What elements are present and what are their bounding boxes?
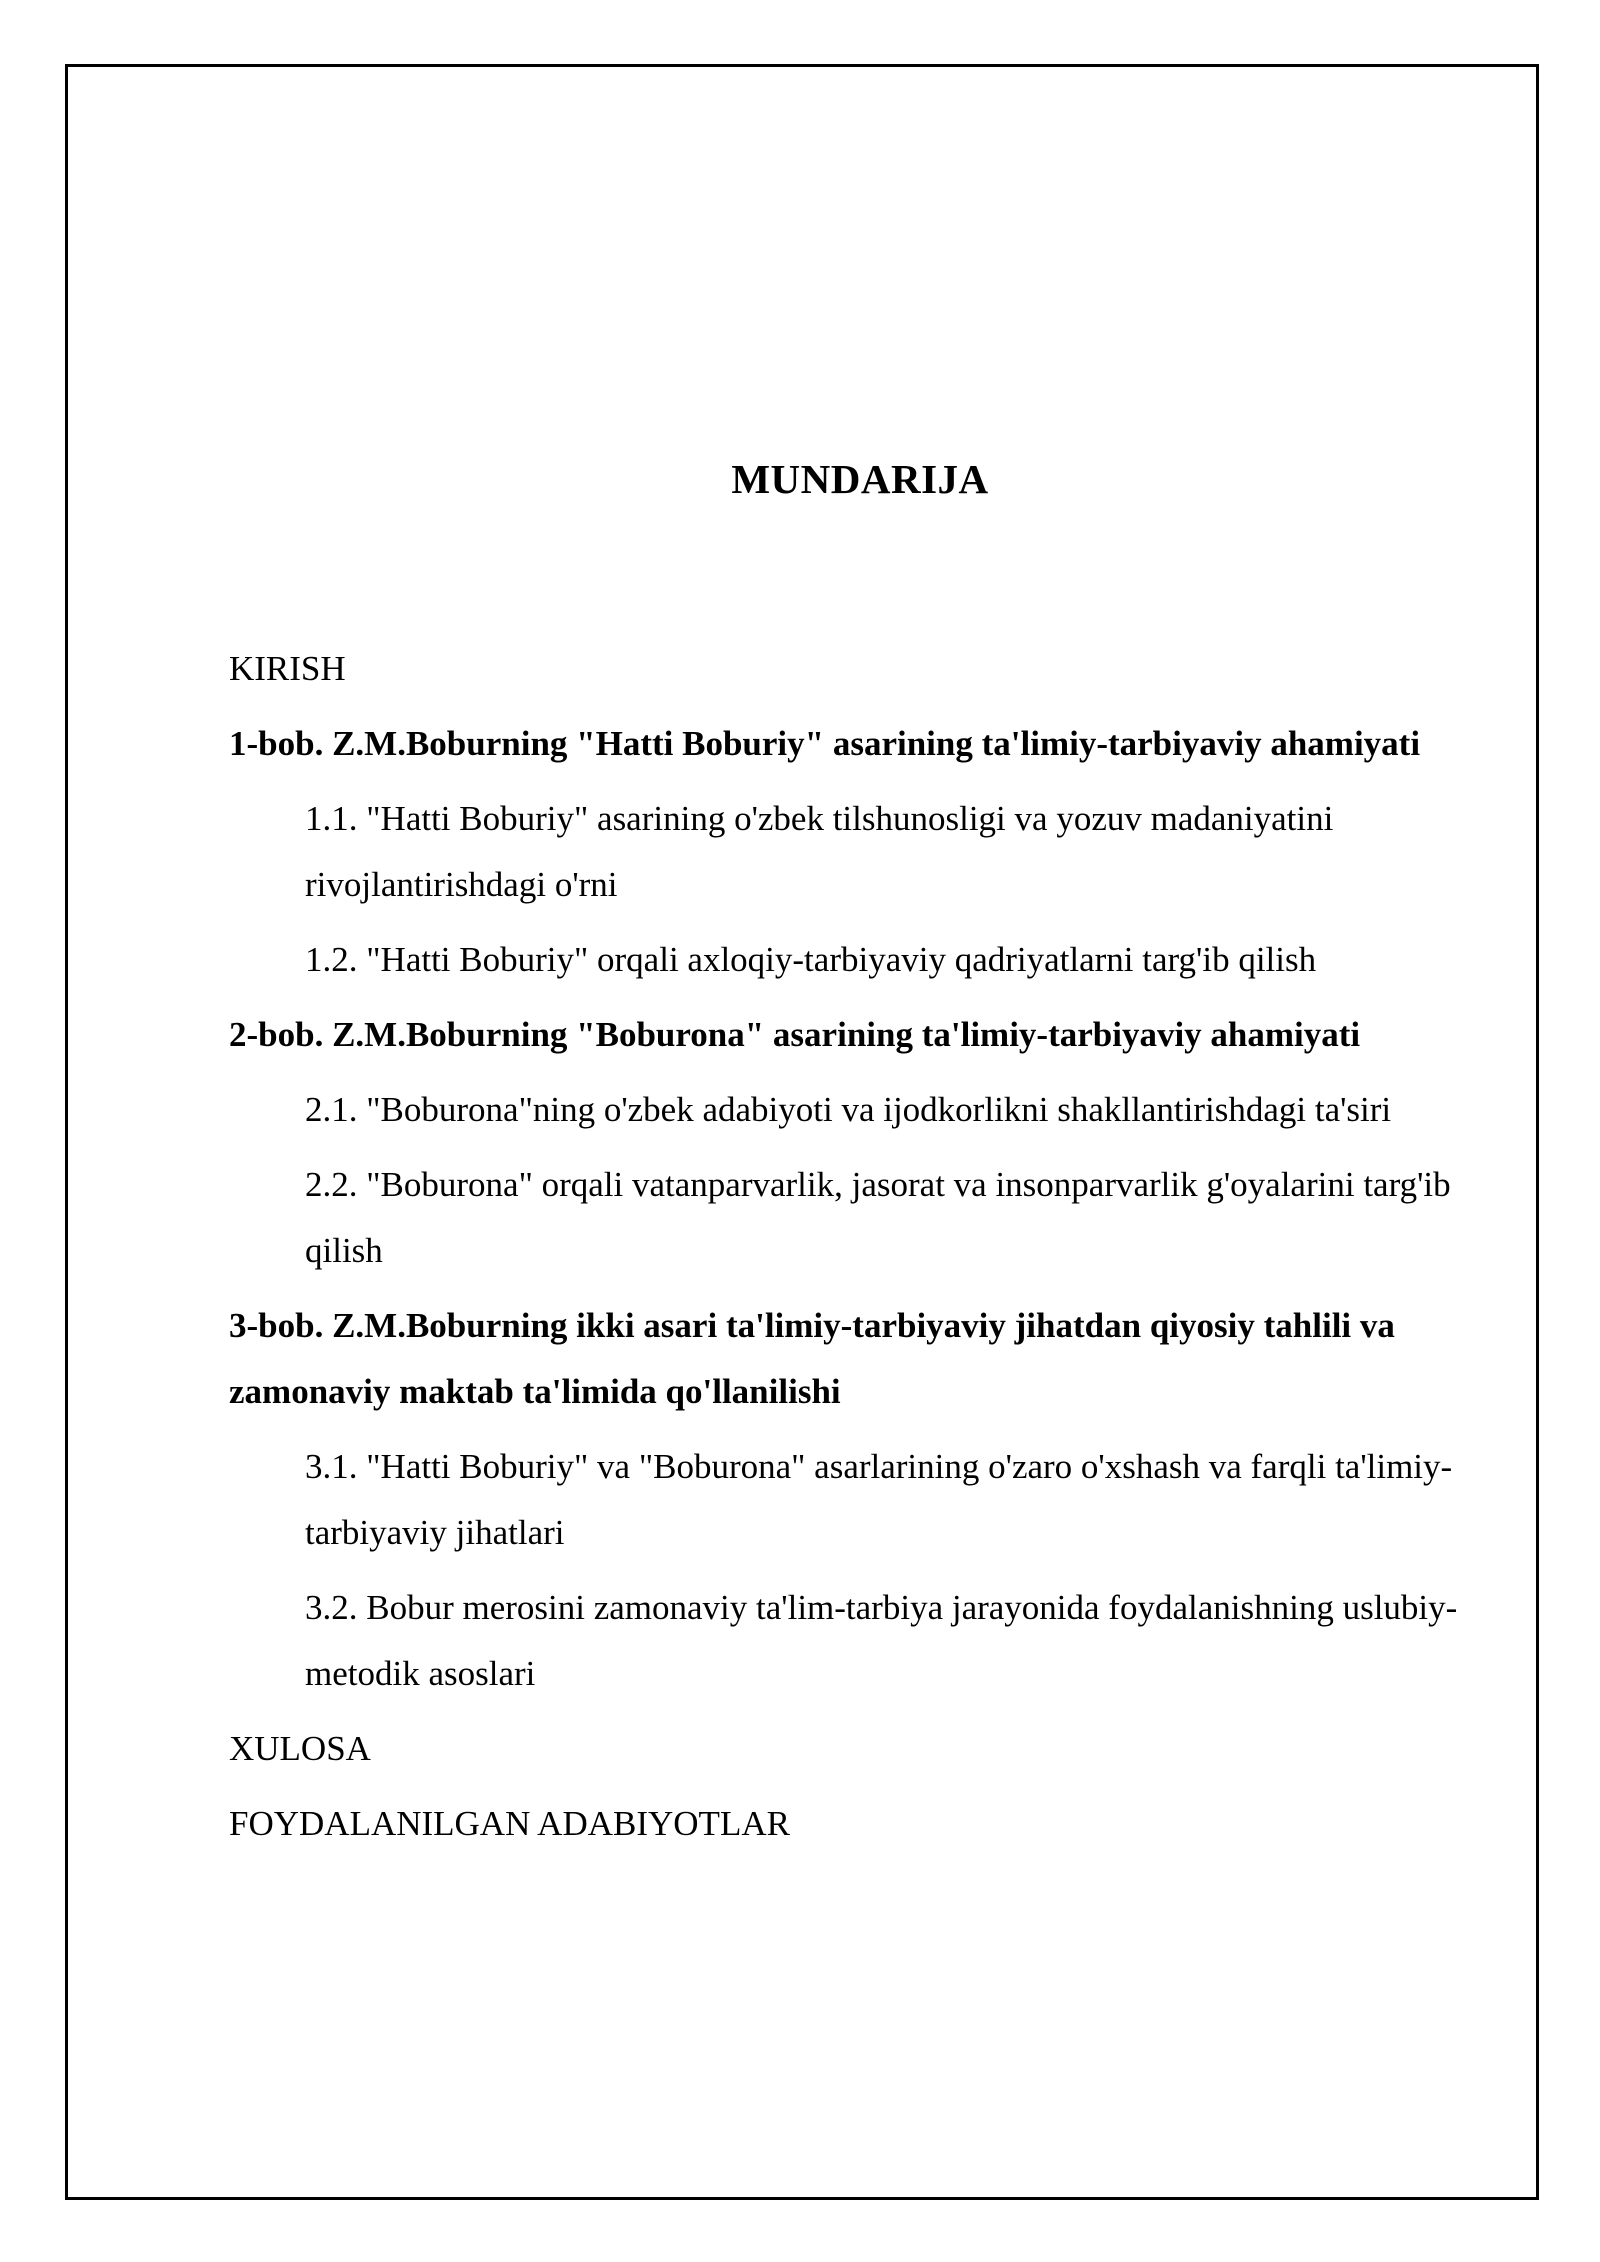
toc-section-2-2: 2.2. "Boburona" orqali vatanparvarlik, jasorat va insonparvarlik g'oyalarini targ'ib qilish <box>305 1165 1451 1270</box>
toc-section-2-1: 2.1. "Boburona"ning o'zbek adabiyoti va ijodkorlikni shakllantirishdagi ta'siri <box>305 1090 1392 1129</box>
toc-section-1-2: 1.2. "Hatti Boburiy" orqali axloqiy-tarbiyaviy qadriyatlarni targ'ib qilish <box>305 940 1317 979</box>
toc-chapter-1: 1-bob. Z.M.Boburning "Hatti Boburiy" asarining ta'limiy-tarbiyaviy ahamiyati <box>229 724 1421 763</box>
toc-section-3-1: 3.1. "Hatti Boburiy" va "Boburona" asarlarining o'zaro o'xshash va farqli ta'limiy-tarbiyaviy jihatlari <box>305 1447 1453 1552</box>
toc-section-1-1: 1.1. "Hatti Boburiy" asarining o'zbek tilshunosligi va yozuv madaniyatini rivojlantirishdagi o'rni <box>305 799 1334 904</box>
toc-chapter-2: 2-bob. Z.M.Boburning "Boburona" asarining ta'limiy-tarbiyaviy ahamiyati <box>229 1015 1361 1054</box>
toc-entry-introduction: KIRISH <box>229 649 346 688</box>
toc-chapter-3: 3-bob. Z.M.Boburning ikki asari ta'limiy-tarbiyaviy jihatdan qiyosiy tahlili va zamonaviy maktab ta'limida qo'llanilishi <box>229 1306 1395 1411</box>
toc-entry-references: FOYDALANILGAN ADABIYOTLAR <box>229 1804 790 1843</box>
page-title: MUNDARIJA <box>731 456 989 502</box>
toc-section-3-2: 3.2. Bobur merosini zamonaviy ta'lim-tarbiya jarayonida foydalanishning uslubiy-metodik asoslari <box>305 1588 1458 1693</box>
toc-entry-conclusion: XULOSA <box>229 1729 371 1768</box>
table-of-contents <box>229 636 1499 1866</box>
